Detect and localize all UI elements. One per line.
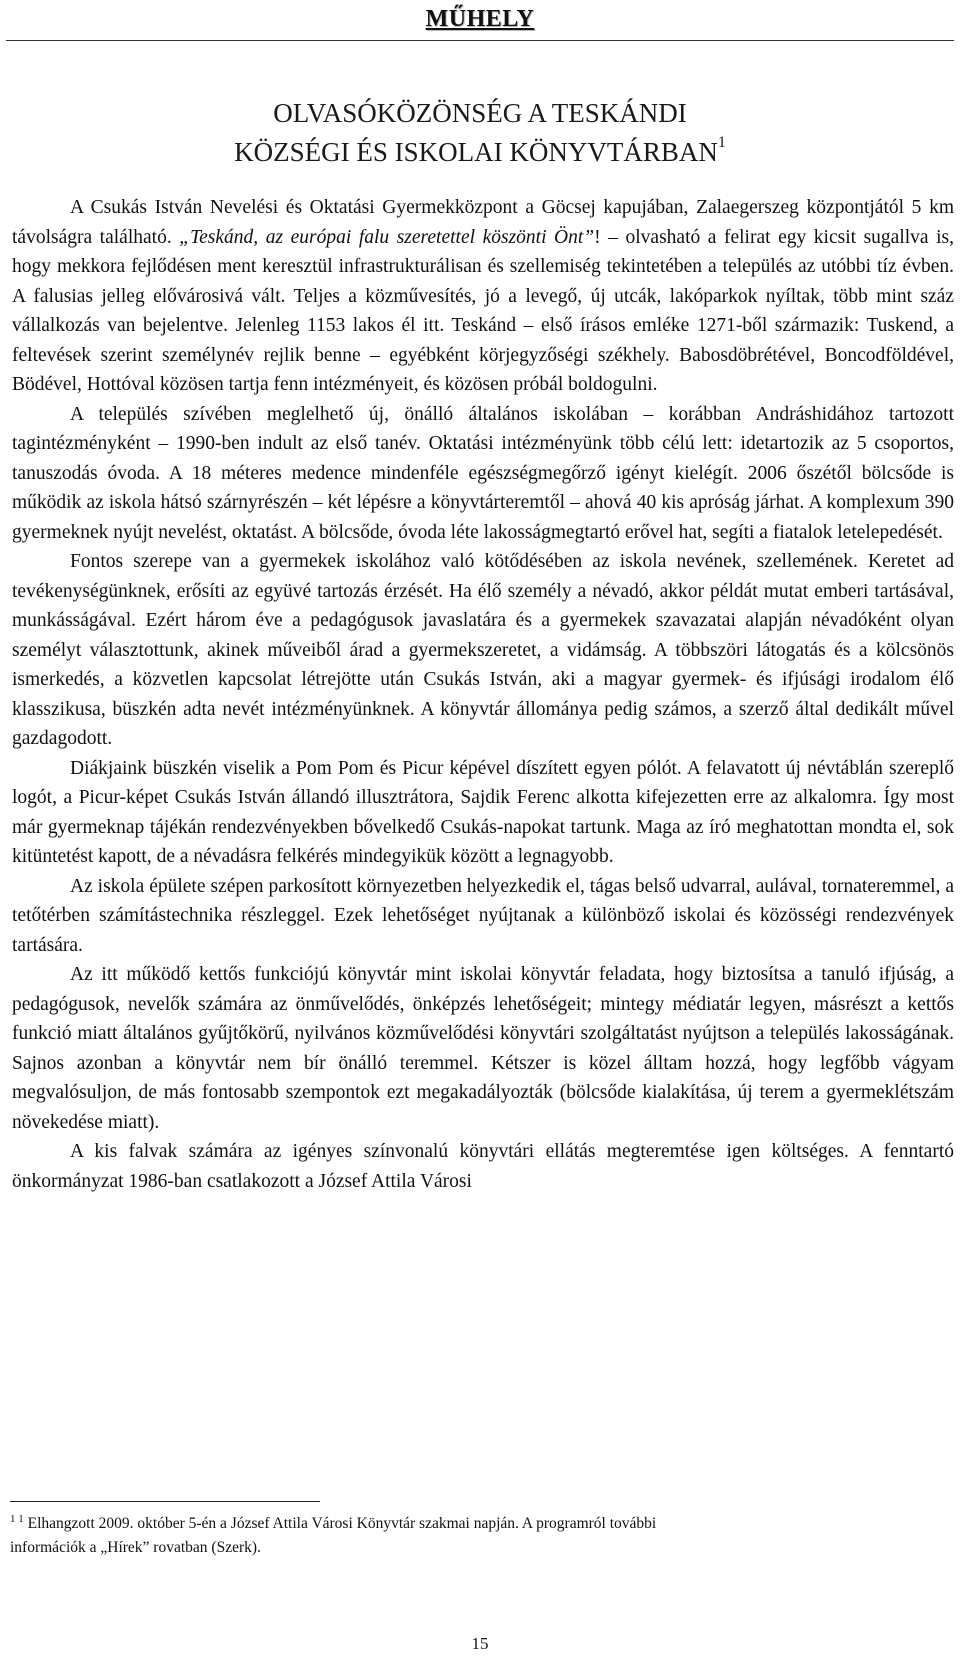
footnote — [10, 1507, 950, 1560]
paragraph-3: Fontos szerepe van a gyermekek iskolához való kötődésében az iskola nevének, szellemének. Keretet ad tevékenységünknek, erősíti az együvé tartozás érzését. Ha élő személy a névadó, akkor példát mutat emberi tartásával, munkásságával. Ezért három éve a pedagógusok javaslatára és a gyermekek szavazatai alapján névadóként olyan személyt választottunk, akinek műveiből árad a gyermekszeretet, a vidámság. A többszöri látogatás és a kölcsönös ismerkedés, a közvetlen kapcsolat létrejötte után Csukás István, aki a magyar gyermek- és ifjúsági irodalom élő klasszikusa, büszkén adta nevét intézményünknek. A könyvtár állománya pedig számos, a szerző által dedikált művel gazdagodott. — [12, 551, 954, 749]
article-body — [12, 193, 954, 1196]
paragraph-1-part-a: A Csukás István Nevelési és Oktatási Gyermekközpont a Göcsej kapujában, Zalaegerszeg központjától 5 km távolságra található. — [12, 197, 954, 248]
footnote-line-2: információk a „Hírek” rovatban (Szerk). — [10, 1539, 261, 1557]
page-number: 15 — [471, 1634, 489, 1653]
paragraph-1-part-b: ! – olvasható a felirat egy kicsit sugallva is, hogy mekkora fejlődésen ment keresztül infrastrukturálisan és szellemiség tekintetében a település az utóbbi tíz évben. A falusias jelleg elővárosivá vált. Teljes a közművesítés, jó a levegő, új utcák, lakóparkok nyíltak, több mint száz vállalkozás van bejelentve. Jelenleg 1153 lakos él itt. Teskánd – első írásos emléke 1271-ből származik: Tuskend, a feltevések szerint személynév rejlik benne – egyébként körjegyzőségi székhely. Babosdöbrétével, Boncodföldével, Bödével, Hottóval közösen tartja fenn intézményeit, és közösen próbál boldogulni. — [12, 226, 954, 395]
paragraph-7: A kis falvak számára az igényes színvonalú könyvtári ellátás megteremtése igen költséges. A fenntartó önkormányzat 1986-ban csatlakozott a József Attila Városi — [12, 1141, 954, 1192]
welcome-sign-quote: „Teskánd, az európai falu szeretettel köszönti Önt” — [179, 226, 595, 248]
footnote-mark: 1 1 — [10, 1513, 24, 1525]
footnote-separator — [10, 1501, 320, 1502]
article-title — [0, 96, 960, 169]
footnote-line-1 — [10, 1507, 950, 1536]
footnote-text-1: Elhangzott 2009. október 5-én a József Attila Városi Könyvtár szakmai napján. A programról további — [27, 1515, 657, 1533]
article-title-line-2-text: KÖZSÉGI ÉS ISKOLAI KÖNYVTÁRBAN — [234, 137, 718, 167]
paragraph-2: A település szívében meglelhető új, önálló általános iskolában – korábban Andráshidához tartozott tagintézményként – 1990-ben indult az első tanév. Oktatási intézményünk több célú lett: idetartozik az 5 csoportos, tanuszodás óvoda. A 18 méteres medence mindenféle egészségmegőrző igényt kielégít. 2006 őszétől bölcsőde is működik az iskola hátsó szárnyrészén – két lépésre a könyvtárteremtől – ahová 40 kis apróság járhat. A komplexum 390 gyermeknek nyújt nevelést, oktatást. A bölcsőde, óvoda léte lakosságmegtartó erővel hat, segíti a fiatalok letelepedését. — [12, 403, 954, 543]
paragraph-5: Az iskola épülete szépen parkosított környezetben helyezkedik el, tágas belső udvarral, aulával, tornateremmel, a tetőtérben számítástechnika részleggel. Ezek lehetőséget nyújtanak a különböző iskolai és közösségi rendezvények tartására. — [12, 875, 954, 956]
paragraph-6: Az itt működő kettős funkciójú könyvtár mint iskolai könyvtár feladata, hogy biztosítsa a tanuló ifjúság, a pedagógusok, nevelők számára az önművelődés, önképzés lehetőségeit; mintegy médiatár legyen, másrészt a kettős funkció miatt általános gyűjtőkörű, nyilvános közművelődési könyvtári szolgáltatást nyújtson a település lakosságának. Sajnos azonban a könyvtár nem bír önálló teremmel. Kétszer is közel álltam hozzá, hogy legfőbb vágyam megvalósuljon, de más fontosabb szempontok ezt megakadályozták (bölcsőde kialakítása, új terem a gyermeklétszám növekedése miatt). — [12, 964, 954, 1133]
paragraph-1 — [12, 193, 954, 400]
section-heading: MŰHELY — [425, 6, 535, 32]
paragraph-4: Diákjaink büszkén viselik a Pom Pom és Picur képével díszített egyen pólót. A felavatott új névtáblán szereplő logót, a Picur-képet Csukás István állandó illusztrátora, Sajdik Ferenc alkotta kifejezetten erre az alkalomra. Így most már gyermeknap tájékán rendezvényekben bővelkedő Csukás-napokat tartunk. Maga az író meghatottan mondta el, sok kitüntetést kapott, de a névadásra felkérés mindegyikük között a legnagyobb. — [12, 757, 954, 867]
header-rule — [6, 40, 954, 41]
article-title-line-1: OLVASÓKÖZÖNSÉG A TESKÁNDI — [273, 98, 687, 128]
article-title-line-2 — [0, 130, 960, 169]
footnote-reference[interactable]: 1 — [717, 134, 726, 151]
